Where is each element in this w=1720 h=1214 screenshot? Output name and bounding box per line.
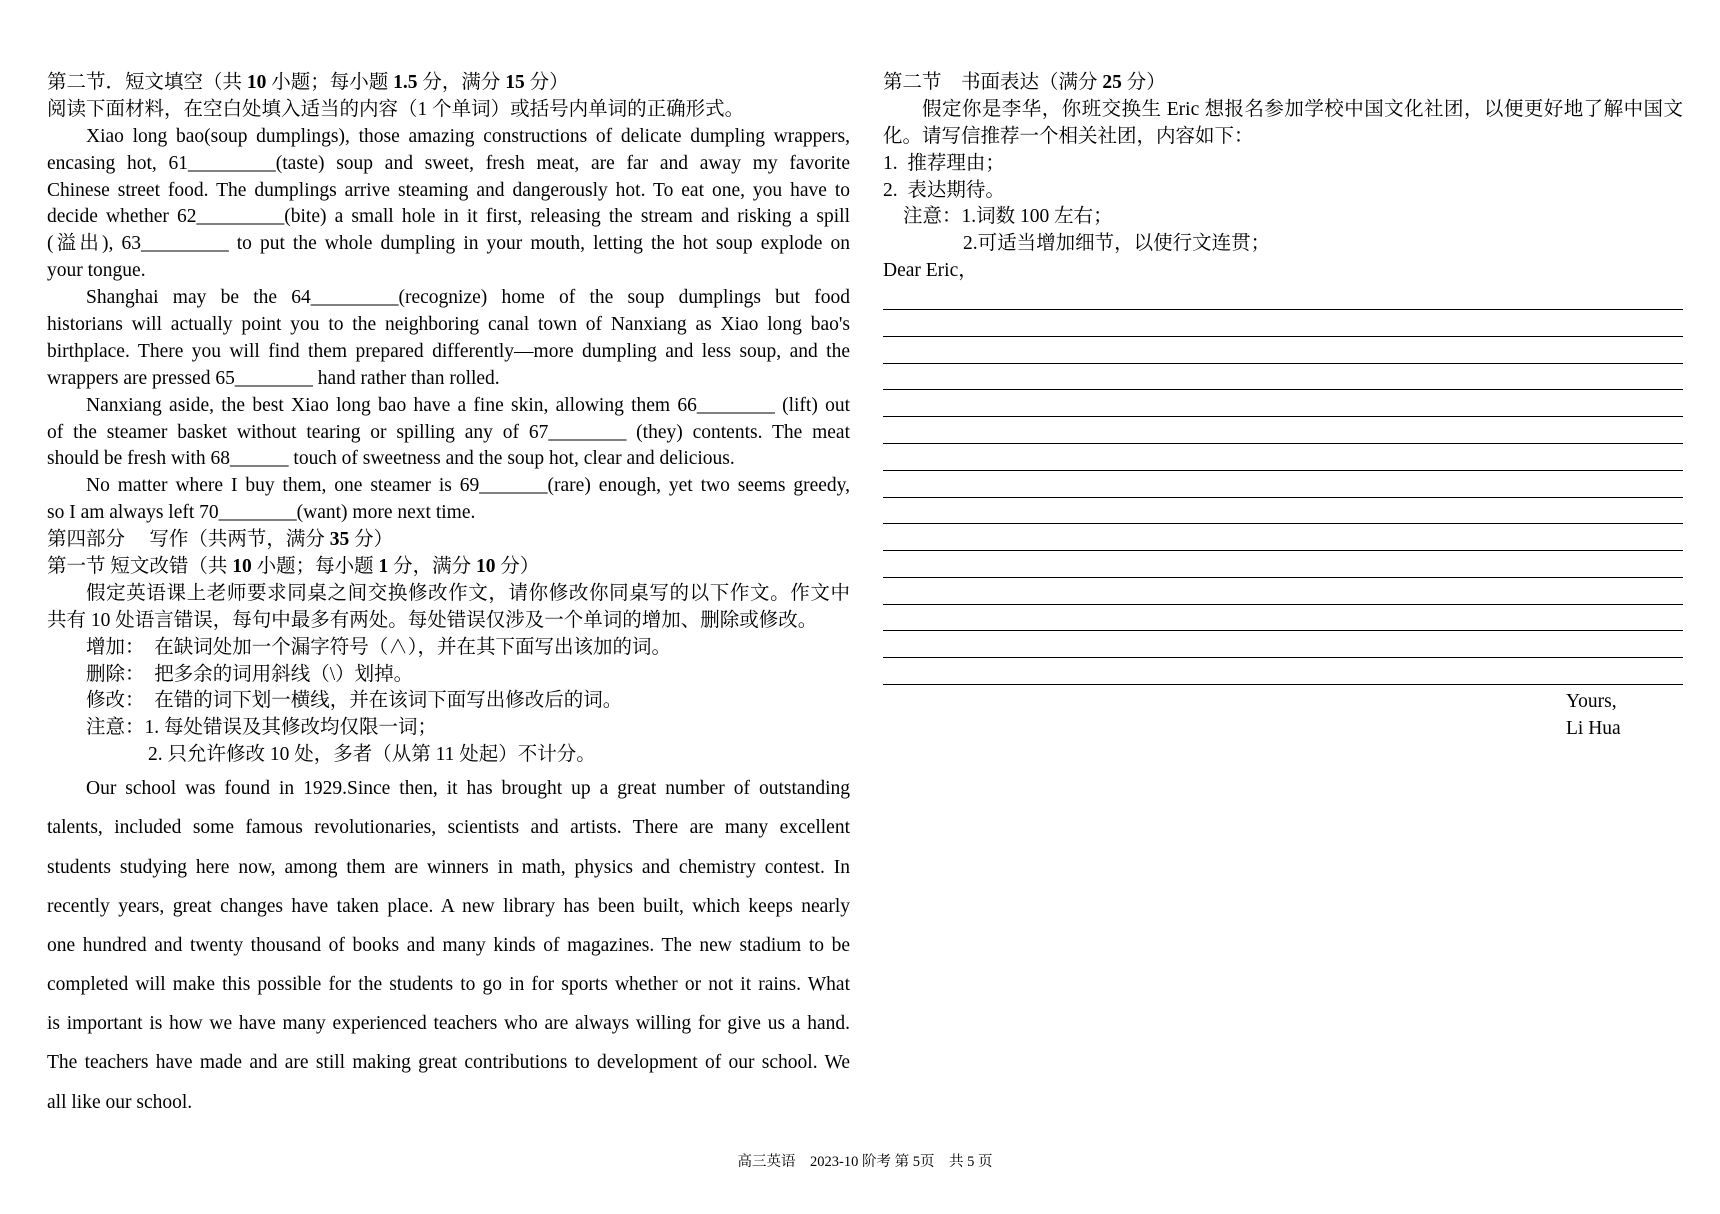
score-number: 10 [246, 72, 267, 93]
answer-line [883, 578, 1683, 605]
passage-line: Xiao long bao(soup dumplings), those amazing constructions of delicate dumpling wrappers, [86, 125, 850, 147]
prompt-line: 假定你是李华，你班交换生 Eric 想报名参加学校中国文化社团，以便更好地了解中国文 [922, 98, 1683, 120]
answer-line [883, 444, 1683, 471]
essay-line: completed will make this possible for the students to go in for sports whether or not it rains. What [47, 974, 850, 996]
answer-line [883, 605, 1683, 632]
answer-line [883, 524, 1683, 551]
passage-line: your tongue. [47, 260, 146, 282]
passage-line: No matter where I buy them, one steamer is 69_______(rare) enough, yet two seems greedy, [86, 475, 850, 497]
letter-closing: Yours, [1566, 691, 1617, 713]
answer-line [883, 551, 1683, 578]
note-line: 注意：1.词数 100 左右； [903, 206, 1113, 228]
error-correction-instruction [47, 581, 850, 635]
passage-line: Shanghai may be the 64_________(recognize) home of the soup dumplings but food [86, 287, 850, 309]
answer-line [883, 310, 1683, 337]
letter-signature: Li Hua [1566, 717, 1621, 739]
heading-text: 第四部分 写作（共两节，满分 [47, 529, 330, 551]
essay-line: Our school was found in 1929.Since then, it has brought up a great number of outstanding [86, 778, 850, 800]
instruction-line: 共有 10 处语言错误，每句中最多有两处。每处错误仅涉及一个单词的增加、删除或修改。 [47, 609, 818, 631]
passage-line: Nanxiang aside, the best Xiao long bao have a fine skin, allowing them 66________ (lift) out [86, 394, 850, 416]
passage-line: of the steamer basket without tearing or spilling any of 67________ (they) contents. The meat [47, 421, 850, 443]
error-correction-heading [47, 554, 850, 581]
rule-add: 增加： 在缺词处加一个漏字符号（∧），并在其下面写出该加的词。 [86, 636, 672, 658]
heading-text: 小题；每小题 [251, 556, 379, 578]
passage-line: historians will actually point you to the neighboring canal town of Nanxiang as Xiao long bao's [47, 314, 850, 336]
essay-line: recently years, great changes have taken place. A new library has been built, which keeps nearly [47, 895, 850, 917]
essay-line: one hundred and twenty thousand of books and many kinds of magazines. The new stadium to be [47, 934, 850, 956]
rule-modify: 修改： 在错的词下划一横线，并在该词下面写出修改后的词。 [86, 690, 623, 712]
answer-line [883, 283, 1683, 310]
letter-salutation: Dear Eric， [883, 260, 978, 282]
heading-text: 分，满分 [388, 556, 477, 578]
score-number: 35 [329, 529, 350, 551]
answer-line [883, 364, 1683, 391]
page-footer: 高三英语 2023-10 阶考 第 5页 共 5 页 [737, 1154, 993, 1170]
cloze-paragraph [47, 285, 850, 393]
score-number: 10 [476, 556, 496, 578]
passage-line: so I am always left 70________(want) more next time. [47, 502, 476, 524]
answer-line [883, 658, 1683, 685]
requirement-item: 1. 推荐理由； [883, 152, 1005, 174]
cloze-instruction: 阅读下面材料，在空白处填入适当的内容（1 个单词）或括号内单词的正确形式。 [47, 98, 745, 120]
score-number: 10 [232, 556, 252, 578]
prompt-line: 化。请写信推荐一个相关社团，内容如下： [883, 125, 1254, 147]
heading-text: 第一节 短文改错（共 [47, 556, 233, 578]
passage-line: decide whether 62_________(bite) a small hole in it first, releasing the stream and risking a spill [47, 206, 850, 228]
essay-line: talents, included some famous revolutionaries, scientists and artists. There are many excellent [47, 817, 850, 839]
passage-line: Chinese street food. The dumplings arrive steaming and dangerously hot. To eat one, you have to [47, 179, 850, 201]
instruction-line: 假定英语课上老师要求同桌之间交换修改作文，请你修改你同桌写的以下作文。作文中 [86, 582, 850, 604]
heading-text: 第二节 书面表达（满分 [883, 72, 1103, 93]
essay-line: students studying here now, among them are winners in math, physics and chemistry contest. In [47, 856, 850, 878]
note-line: 2.可适当增加细节，以使行文连贯； [963, 233, 1271, 255]
composition-requirements [883, 151, 1683, 205]
heading-text: 小题；每小题 [266, 72, 394, 93]
essay-line: all like our school. [47, 1091, 193, 1113]
answer-line [883, 498, 1683, 525]
passage-line: birthplace. There you will find them prepared differently—more dumpling and less soup, and the [47, 340, 850, 362]
cloze-paragraph [47, 393, 850, 474]
heading-text: 分） [495, 556, 540, 578]
writing-part-heading [47, 527, 850, 554]
answer-line [883, 631, 1683, 658]
score-number: 25 [1102, 72, 1122, 93]
left-column [47, 70, 850, 1122]
requirement-item: 2. 表达期待。 [883, 179, 1005, 201]
composition-prompt [883, 97, 1683, 151]
answer-lines [883, 283, 1683, 685]
score-number: 15 [505, 72, 525, 93]
passage-line: should be fresh with 68______ touch of sweetness and the soup hot, clear and delicious. [47, 448, 735, 470]
cloze-paragraph [47, 124, 850, 285]
rule-delete: 删除： 把多余的词用斜线（\）划掉。 [86, 663, 414, 685]
composition-notes [883, 204, 1683, 258]
correction-rules [47, 635, 850, 716]
correction-notes [47, 715, 850, 769]
passage-line: wrappers are pressed 65________ hand rather than rolled. [47, 367, 500, 389]
note-line: 注意：1. 每处错误及其修改均仅限一词； [86, 717, 438, 739]
answer-line [883, 417, 1683, 444]
heading-text: 分，满分 [417, 72, 506, 93]
answer-line [883, 390, 1683, 417]
heading-text: 第二节．短文填空（共 [47, 72, 247, 93]
score-number: 1.5 [393, 72, 418, 93]
cloze-paragraph [47, 473, 850, 527]
heading-text: 分） [1121, 72, 1166, 93]
heading-text: 分） [349, 529, 394, 551]
correction-essay [47, 769, 850, 1122]
essay-line: is important is how we have many experienced teachers who are always willing for give us a hand. [47, 1013, 850, 1035]
score-number: 1 [378, 556, 389, 578]
passage-line: encasing hot, 61_________(taste) soup and sweet, fresh meat, are far and away my favorite [47, 152, 850, 174]
cloze-section-heading [47, 70, 850, 97]
answer-line [883, 471, 1683, 498]
passage-line: (溢出), 63_________ to put the whole dumpling in your mouth, letting the hot soup explode on [47, 233, 850, 255]
heading-text: 分） [524, 72, 569, 93]
composition-heading [883, 70, 1683, 97]
right-column [883, 70, 1683, 743]
answer-line [883, 337, 1683, 364]
note-line: 2. 只允许修改 10 处，多者（从第 11 处起）不计分。 [148, 744, 596, 766]
essay-line: The teachers have made and are still making great contributions to development of our school. We [47, 1052, 850, 1074]
